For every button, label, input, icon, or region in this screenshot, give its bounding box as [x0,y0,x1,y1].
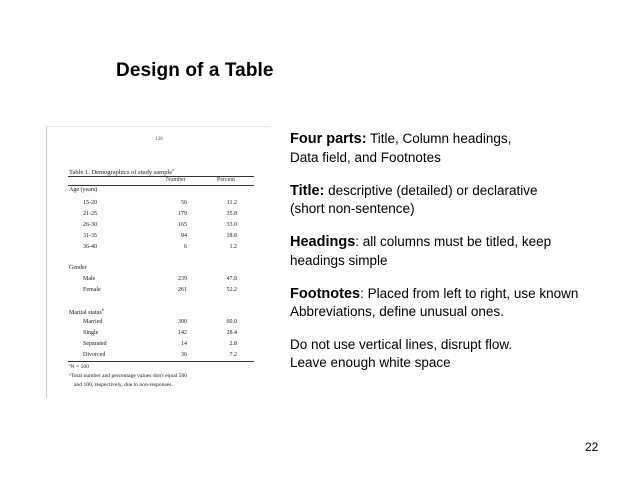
row-number: 56 [181,200,187,206]
row-label: 15-20 [83,200,97,206]
row-percent: 60.0 [226,319,237,325]
footnote: and 100, respectively, due to non-responses. [74,382,173,388]
row-number: 300 [178,319,187,325]
row-number: 261 [178,287,187,293]
bullet-text: : Placed from left to right, use known [360,285,579,301]
footnote: ªN = 500 [69,364,89,370]
row-percent: 47.8 [226,276,237,282]
bullet-text: Data field, and Footnotes [290,149,441,165]
row-label: Divorced [83,352,106,358]
table-caption-text: Table 1. Demographics of study sample [69,169,173,177]
row-number: 142 [178,330,187,336]
bullet-key: Four parts: [290,131,367,147]
bullet-text: Abbreviations, define unusual ones. [290,304,504,319]
bullet-key: Headings [290,234,356,250]
page-number: 22 [585,440,599,454]
bullet-key: Title: [290,182,325,199]
group-label-age: Age (years) [69,187,98,193]
row-label: Married [83,319,103,325]
row-percent: 11.2 [226,200,237,206]
group-label-gender: Gender [69,265,87,271]
row-label: Female [83,287,101,293]
bullet-text: Do not use vertical lines, disrupt flow. [290,337,513,352]
scan-page-label: 128 [155,137,163,142]
row-label: Separated [83,341,107,347]
group-label-marital [69,307,104,316]
footnote: ᵇTotal number and percentage values don't equal 500 [69,373,188,379]
bullet-layout-tips [290,336,630,371]
row-percent: 2.8 [229,341,237,347]
row-percent: 35.8 [226,211,237,217]
row-label: 21-25 [83,211,97,217]
row-number: 94 [181,233,187,239]
bullet-text: : all columns must be titled, keep [355,234,552,249]
row-percent: 7.2 [229,352,237,358]
bullet-text: headings simple [290,252,388,268]
row-percent: 18.8 [226,233,237,239]
row-number: 179 [178,211,187,217]
row-number: 14 [181,341,187,347]
row-label: 36-40 [83,244,97,250]
row-number: 6 [184,244,187,250]
bullet-text: Leave enough white space [290,354,451,370]
row-percent: 33.0 [226,222,237,228]
row-number: 239 [178,276,187,282]
row-percent: 1.2 [229,244,237,250]
bullet-key: Footnotes [290,285,361,302]
col-header-number: Number [166,177,186,183]
row-percent: 28.4 [226,330,237,336]
group-label-marital-mark: b [101,307,104,312]
table-image [46,126,271,398]
slide-title: Design of a Table [116,60,274,81]
bullet-text: (short non-sentence) [290,201,415,216]
bullet-title [290,182,630,218]
row-number: 36 [181,352,187,358]
row-label: Male [83,276,96,282]
bullet-text: descriptive (detailed) or declarative [324,182,538,198]
group-label-marital-text: Marital status [69,310,102,316]
bullet-text: Title, Column headings, [366,131,512,146]
col-header-percent: Percent [217,177,235,183]
row-label: Single [83,330,99,336]
row-label: 26-30 [83,222,97,228]
row-label: 31-35 [83,233,97,239]
table-bottom-rule [68,361,254,362]
bullet-list [290,130,630,387]
row-percent: 52.2 [226,287,237,293]
bullet-footnotes [290,285,630,321]
bullet-headings [290,233,630,269]
table-header-rule [68,185,254,186]
table-caption [69,167,174,176]
table-caption-mark: a [172,167,174,172]
bullet-four-parts [290,130,630,166]
row-number: 165 [178,222,187,228]
